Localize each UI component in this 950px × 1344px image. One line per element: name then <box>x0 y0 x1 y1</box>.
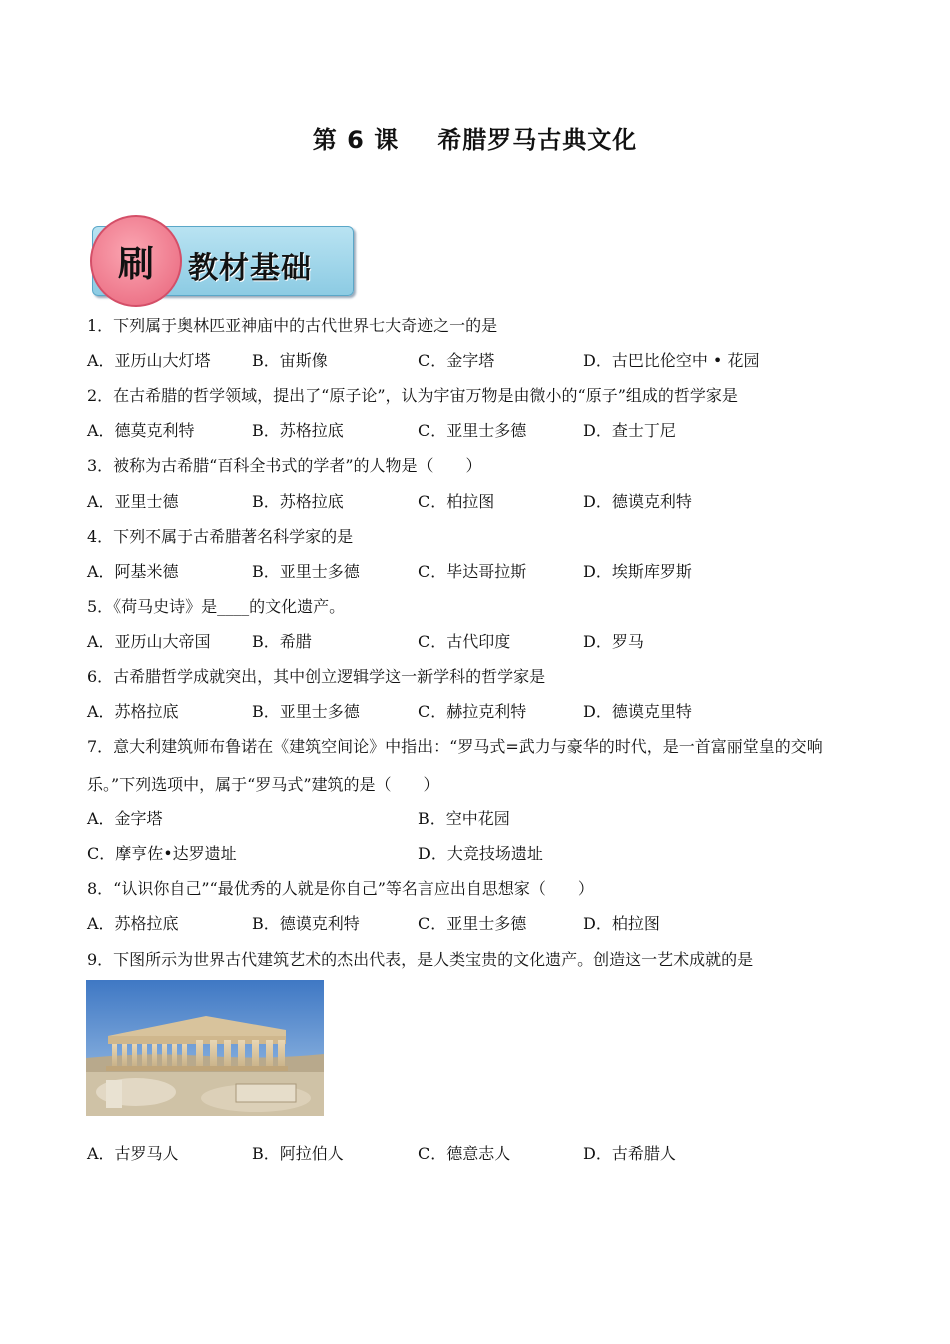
lesson-number: 第 6 课 <box>312 126 400 154</box>
parthenon-photo <box>86 980 324 1116</box>
question-3-option-d[interactable]: D．德谟克利特 <box>583 492 692 511</box>
question-6-option-b[interactable]: B．亚里士多德 <box>252 702 360 721</box>
question-7-stem-continued: 乐。”下列选项中，属于“罗马式”建筑的是（ ） <box>87 775 440 794</box>
question-5-option-c[interactable]: C．古代印度 <box>418 632 511 651</box>
question-8-option-c[interactable]: C．亚里士多德 <box>418 914 527 933</box>
question-9-option-c[interactable]: C．德意志人 <box>418 1144 511 1163</box>
question-5-option-b[interactable]: B．希腊 <box>252 632 312 651</box>
question-1-stem: 1．下列属于奥林匹亚神庙中的古代世界七大奇迹之一的是 <box>87 316 498 335</box>
question-5-option-a[interactable]: A．亚历山大帝国 <box>87 632 211 651</box>
question-3-option-c[interactable]: C．柏拉图 <box>418 492 495 511</box>
question-4-option-d[interactable]: D．埃斯库罗斯 <box>583 562 692 581</box>
question-1-option-b[interactable]: B．宙斯像 <box>252 351 328 370</box>
question-3-option-b[interactable]: B．苏格拉底 <box>252 492 344 511</box>
question-6-stem: 6．古希腊哲学成就突出，其中创立逻辑学这一新学科的哲学家是 <box>87 667 546 686</box>
question-1-option-d[interactable]: D．古巴比伦空中 • 花园 <box>583 351 760 370</box>
question-4-option-a[interactable]: A．阿基米德 <box>87 562 179 581</box>
banner-badge: 刷 <box>90 215 182 307</box>
question-3-option-a[interactable]: A．亚里士德 <box>87 492 179 511</box>
question-7-stem: 7．意大利建筑师布鲁诺在《建筑空间论》中指出：“罗马式=武力与豪华的时代，是一首富丽堂皇的交响 <box>87 737 823 756</box>
question-6-option-c[interactable]: C．赫拉克利特 <box>418 702 527 721</box>
question-7-option-c[interactable]: C．摩亨佐•达罗遗址 <box>87 844 237 863</box>
question-2-stem: 2．在古希腊的哲学领域，提出了“原子论”，认为宇宙万物是由微小的“原子”组成的哲学家是 <box>87 386 738 405</box>
question-7-option-d[interactable]: D．大竞技场遗址 <box>418 844 543 863</box>
question-6-option-a[interactable]: A．苏格拉底 <box>87 702 179 721</box>
question-6-option-d[interactable]: D．德谟克里特 <box>583 702 692 721</box>
question-4-option-b[interactable]: B．亚里士多德 <box>252 562 360 581</box>
question-5-stem: 5．《荷马史诗》是____的文化遗产。 <box>87 597 346 616</box>
question-1-option-a[interactable]: A．亚历山大灯塔 <box>87 351 211 370</box>
question-8-option-b[interactable]: B．德谟克利特 <box>252 914 360 933</box>
section-banner <box>90 215 355 300</box>
question-4-option-c[interactable]: C．毕达哥拉斯 <box>418 562 527 581</box>
question-3-stem: 3．被称为古希腊“百科全书式的学者”的人物是（ ） <box>87 456 482 475</box>
question-9-option-a[interactable]: A．古罗马人 <box>87 1144 179 1163</box>
question-8-option-a[interactable]: A．苏格拉底 <box>87 914 179 933</box>
question-5-option-d[interactable]: D．罗马 <box>583 632 644 651</box>
question-2-option-c[interactable]: C．亚里士多德 <box>418 421 527 440</box>
question-9-option-d[interactable]: D．古希腊人 <box>583 1144 676 1163</box>
question-7-option-a[interactable]: A．金字塔 <box>87 809 163 828</box>
question-2-option-d[interactable]: D．查士丁尼 <box>583 421 676 440</box>
question-2-option-b[interactable]: B．苏格拉底 <box>252 421 344 440</box>
question-9-stem: 9．下图所示为世界古代建筑艺术的杰出代表，是人类宝贵的文化遗产。创造这一艺术成就的是 <box>87 950 754 969</box>
page-title <box>0 120 950 155</box>
question-1-option-c[interactable]: C．金字塔 <box>418 351 495 370</box>
question-8-stem: 8．“认识你自己”“最优秀的人就是你自己”等名言应出自思想家（ ） <box>87 879 594 898</box>
question-9-option-b[interactable]: B．阿拉伯人 <box>252 1144 344 1163</box>
lesson-topic: 希腊罗马古典文化 <box>437 126 638 154</box>
banner-label: 教材基础 <box>188 251 312 286</box>
question-7-option-b[interactable]: B．空中花园 <box>418 809 510 828</box>
question-2-option-a[interactable]: A．德莫克利特 <box>87 421 195 440</box>
question-8-option-d[interactable]: D．柏拉图 <box>583 914 660 933</box>
question-4-stem: 4．下列不属于古希腊著名科学家的是 <box>87 527 354 546</box>
